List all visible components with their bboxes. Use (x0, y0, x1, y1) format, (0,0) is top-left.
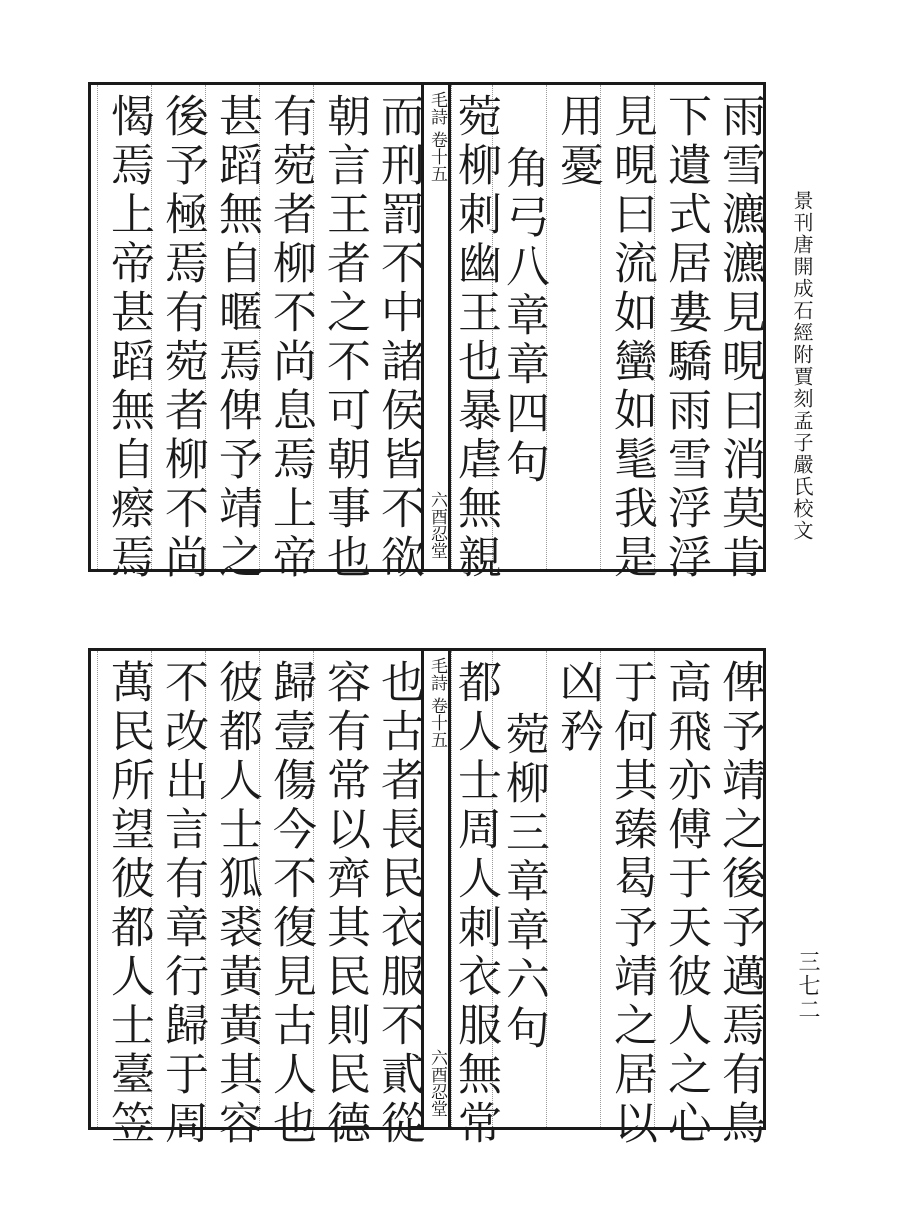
text-column (450, 85, 501, 583)
fold-title: 毛詩 (427, 657, 447, 691)
column-text: 菀柳三章章六句 (498, 711, 549, 1054)
column-text: 用憂 (552, 93, 603, 191)
text-column (259, 651, 316, 1149)
column-text: 彼都人士狐裘黃黃其容 (211, 659, 262, 1149)
column-text: 朝言王者之不可朝事也 (319, 93, 370, 583)
column-text: 菀柳刺幽王也暴虐無親 (450, 93, 501, 583)
fold-volume: 卷十五 (427, 131, 447, 182)
column-text: 也古者長民衣服不貳從 (373, 659, 424, 1149)
text-column (654, 651, 711, 1149)
text-column (151, 85, 208, 583)
text-column (708, 85, 765, 583)
fold-studio-mark: 六酉忍堂 (427, 1049, 447, 1117)
column-text: 有菀者柳不尚息焉上帝 (265, 93, 316, 583)
text-column (600, 85, 657, 583)
text-column (259, 85, 316, 583)
column-text: 歸壹傷今不復見古人也 (265, 659, 316, 1149)
fold-studio-mark: 六酉忍堂 (427, 491, 447, 559)
text-column (654, 85, 711, 583)
text-column (205, 85, 262, 583)
text-column (313, 85, 370, 583)
column-text: 都人士周人刺衣服無常 (450, 659, 501, 1149)
column-text: 甚蹈無自暱焉俾予靖之 (211, 93, 262, 583)
column-text: 容有常以齊其民則民德 (319, 659, 370, 1149)
text-column (367, 85, 424, 583)
fold-column (421, 651, 451, 1127)
column-text: 角弓八章章四句 (498, 145, 549, 488)
column-text: 不改出言有章行歸于周 (157, 659, 208, 1149)
column-text: 萬民所望彼都人士臺笠 (103, 659, 154, 1149)
text-column (151, 651, 208, 1149)
column-text: 愒焉上帝甚蹈無自瘵焉 (103, 93, 154, 583)
text-column (546, 651, 603, 1127)
column-text: 凶矜 (552, 659, 603, 757)
text-column (708, 651, 765, 1149)
text-column (313, 651, 370, 1149)
fold-column (421, 85, 451, 569)
column-text: 俾予靖之後予邁焉有鳥 (714, 659, 765, 1149)
column-text: 下遺式居婁驕雨雪浮浮 (660, 93, 711, 583)
text-column (600, 651, 657, 1149)
text-column (97, 651, 154, 1149)
column-text: 于何其臻曷予靖之居以 (606, 659, 657, 1149)
text-column (205, 651, 262, 1149)
page-number: 三七二 (795, 950, 820, 1022)
rubbing-panel-bottom (88, 648, 766, 1149)
book-title: 景刊唐開成石經附賈刻孟子嚴氏校文 (790, 190, 814, 542)
column-text: 高飛亦傅于天彼人之心 (660, 659, 711, 1149)
column-text: 見晛曰流如蠻如髦我是 (606, 93, 657, 583)
column-text: 而刑罰不中諸侯皆不欲 (373, 93, 424, 583)
text-column (546, 85, 603, 569)
fold-volume: 卷十五 (427, 697, 447, 748)
column-text: 後予極焉有菀者柳不尚 (157, 93, 208, 583)
column-text: 雨雪瀌瀌見晛曰消莫肯 (714, 93, 765, 583)
fold-title: 毛詩 (427, 91, 447, 125)
text-column (97, 85, 154, 583)
rubbing-panel-top (88, 82, 766, 583)
text-column (367, 651, 424, 1149)
text-column (450, 651, 501, 1149)
